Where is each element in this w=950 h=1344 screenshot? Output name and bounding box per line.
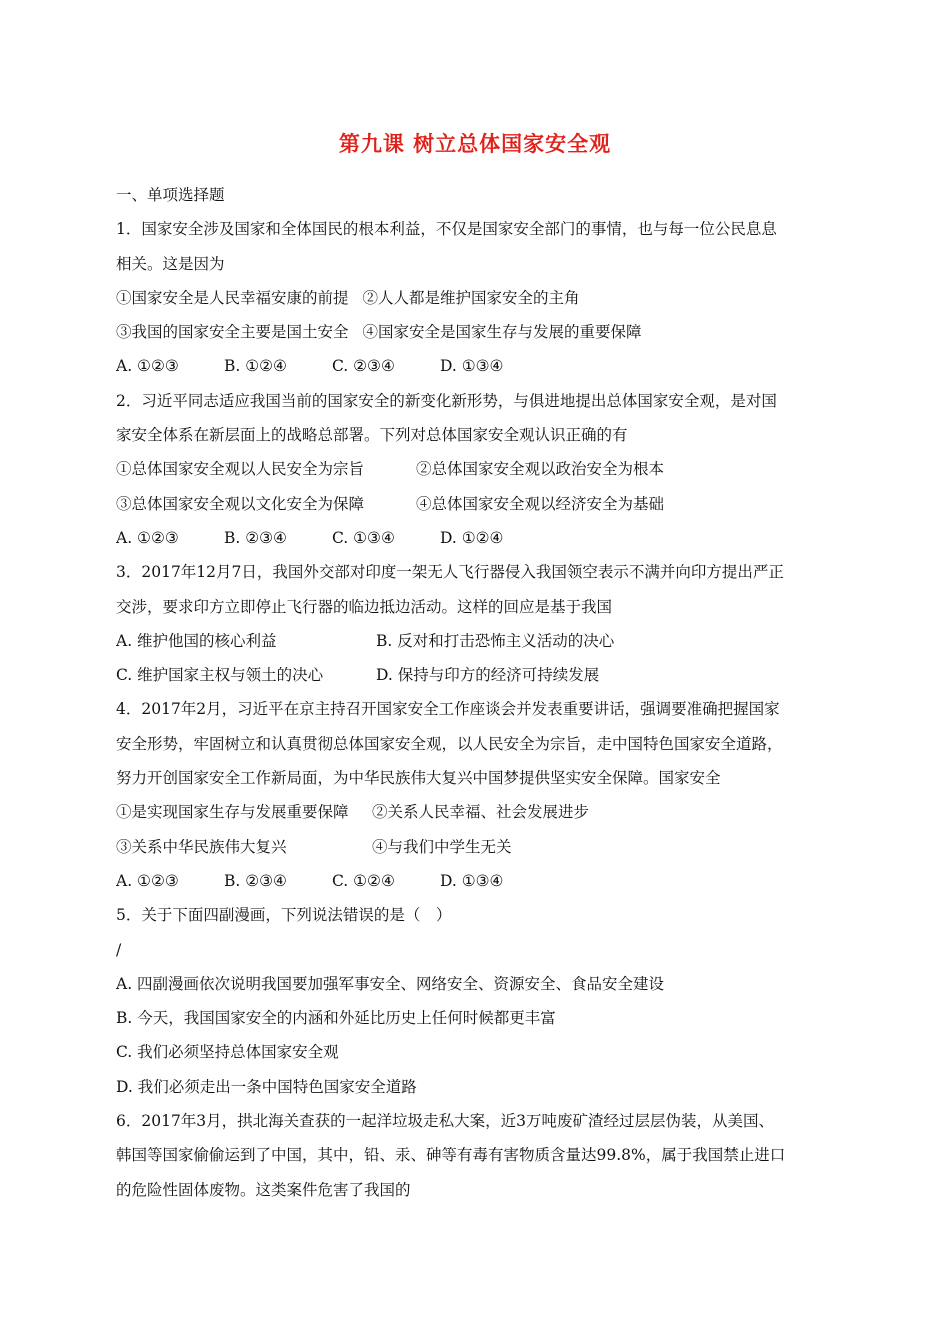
option-d[interactable]: D. 保持与印方的经济可持续发展	[376, 666, 600, 685]
question-stem: 的危险性固体废物。这类案件危害了我国的	[116, 1180, 411, 1199]
statement-row	[116, 315, 836, 349]
section-heading: 一、单项选择题	[116, 186, 225, 204]
question-stem: 努力开创国家安全工作新局面，为中华民族伟大复兴中国梦提供坚实安全保障。国家安全	[116, 769, 721, 788]
option-a[interactable]: A. 四副漫画依次说明我国要加强军事安全、网络安全、资源安全、食品安全建设	[116, 974, 665, 993]
statement: ③关系中华民族伟大复兴	[116, 837, 287, 856]
option-b[interactable]: B. ②③④	[224, 528, 287, 547]
statement: ④与我们中学生无关	[372, 837, 512, 856]
image-placeholder: /	[116, 940, 122, 959]
options-row	[116, 864, 836, 898]
question-1	[116, 212, 836, 383]
options-row	[116, 521, 836, 555]
question-stem: 3．2017年12月7日，我国外交部对印度一架无人飞行器侵入我国领空表示不满并向印方提出严正	[116, 563, 784, 582]
option-c[interactable]: C. 我们必须坚持总体国家安全观	[116, 1043, 339, 1062]
option-b[interactable]: B. ②③④	[224, 871, 287, 890]
statement: ②关系人民幸福、社会发展进步	[372, 803, 590, 822]
question-stem: 1．国家安全涉及国家和全体国民的根本利益，不仅是国家安全部门的事情，也与每一位公民息息	[116, 220, 777, 239]
statement: ①国家安全是人民幸福安康的前提	[116, 288, 349, 307]
question-stem: 6．2017年3月，拱北海关查获的一起洋垃圾走私大案，近3万吨废矿渣经过层层伪装，从美国、	[116, 1112, 775, 1131]
question-stem: 交涉，要求印方立即停止飞行器的临边抵边活动。这样的回应是基于我国	[116, 597, 613, 616]
question-stem: 家安全体系在新层面上的战略总部署。下列对总体国家安全观认识正确的有	[116, 426, 628, 445]
option-a[interactable]: A. ①②③	[116, 871, 179, 890]
question-stem: 韩国等国家偷偷运到了中国，其中，铅、汞、砷等有毒有害物质含量达99.8%，属于我国禁止进口	[116, 1146, 786, 1165]
question-4	[116, 692, 836, 898]
option-b[interactable]: B. 反对和打击恐怖主义活动的决心	[376, 631, 615, 650]
question-stem: 5．关于下面四副漫画，下列说法错误的是（ ）	[116, 906, 452, 925]
statement-row	[116, 281, 836, 315]
option-d[interactable]: D. ①②④	[440, 528, 504, 547]
option-d[interactable]: D. 我们必须走出一条中国特色国家安全道路	[116, 1077, 417, 1096]
question-6	[116, 1104, 836, 1207]
statement: ②人人都是维护国家安全的主角	[362, 288, 580, 307]
option-a[interactable]: A. ①②③	[116, 357, 179, 376]
statement: ①总体国家安全观以人民安全为宗旨	[116, 460, 365, 479]
option-d[interactable]: D. ①③④	[440, 357, 504, 376]
option-b[interactable]: B. 今天，我国国家安全的内涵和外延比历史上任何时候都更丰富	[116, 1009, 556, 1028]
question-stem: 相关。这是因为	[116, 254, 225, 273]
statement: ③总体国家安全观以文化安全为保障	[116, 494, 365, 513]
options-row	[116, 349, 836, 383]
statement: ③我国的国家安全主要是国土安全	[116, 323, 349, 342]
question-2	[116, 384, 836, 555]
question-stem: 4．2017年2月，习近平在京主持召开国家安全工作座谈会并发表重要讲话，强调要准确把握国家	[116, 700, 780, 719]
option-b[interactable]: B. ①②④	[224, 357, 287, 376]
question-5	[116, 898, 836, 1104]
statement: ④国家安全是国家生存与发展的重要保障	[362, 323, 642, 342]
page-title: 第九课 树立总体国家安全观	[338, 132, 612, 156]
statement-row	[116, 487, 836, 521]
option-c[interactable]: C. 维护国家主权与领土的决心	[116, 666, 324, 685]
option-a[interactable]: A. 维护他国的核心利益	[116, 631, 277, 650]
question-list	[116, 178, 836, 1207]
question-stem: 安全形势，牢固树立和认真贯彻总体国家安全观，以人民安全为宗旨，走中国特色国家安全道路，	[116, 734, 783, 753]
statement: ②总体国家安全观以政治安全为根本	[416, 460, 665, 479]
options-row	[116, 624, 836, 658]
statement: ①是实现国家生存与发展重要保障	[116, 803, 349, 822]
option-c[interactable]: C. ②③④	[332, 357, 395, 376]
option-c[interactable]: C. ①③④	[332, 528, 395, 547]
statement-row	[116, 795, 836, 829]
statement: ④总体国家安全观以经济安全为基础	[416, 494, 665, 513]
question-stem: 2．习近平同志适应我国当前的国家安全的新变化新形势，与俱进地提出总体国家安全观，是对国	[116, 391, 777, 410]
option-c[interactable]: C. ①②④	[332, 871, 395, 890]
option-a[interactable]: A. ①②③	[116, 528, 179, 547]
options-row	[116, 658, 836, 692]
statement-row	[116, 452, 836, 486]
statement-row	[116, 830, 836, 864]
question-3	[116, 555, 836, 692]
option-d[interactable]: D. ①③④	[440, 871, 504, 890]
